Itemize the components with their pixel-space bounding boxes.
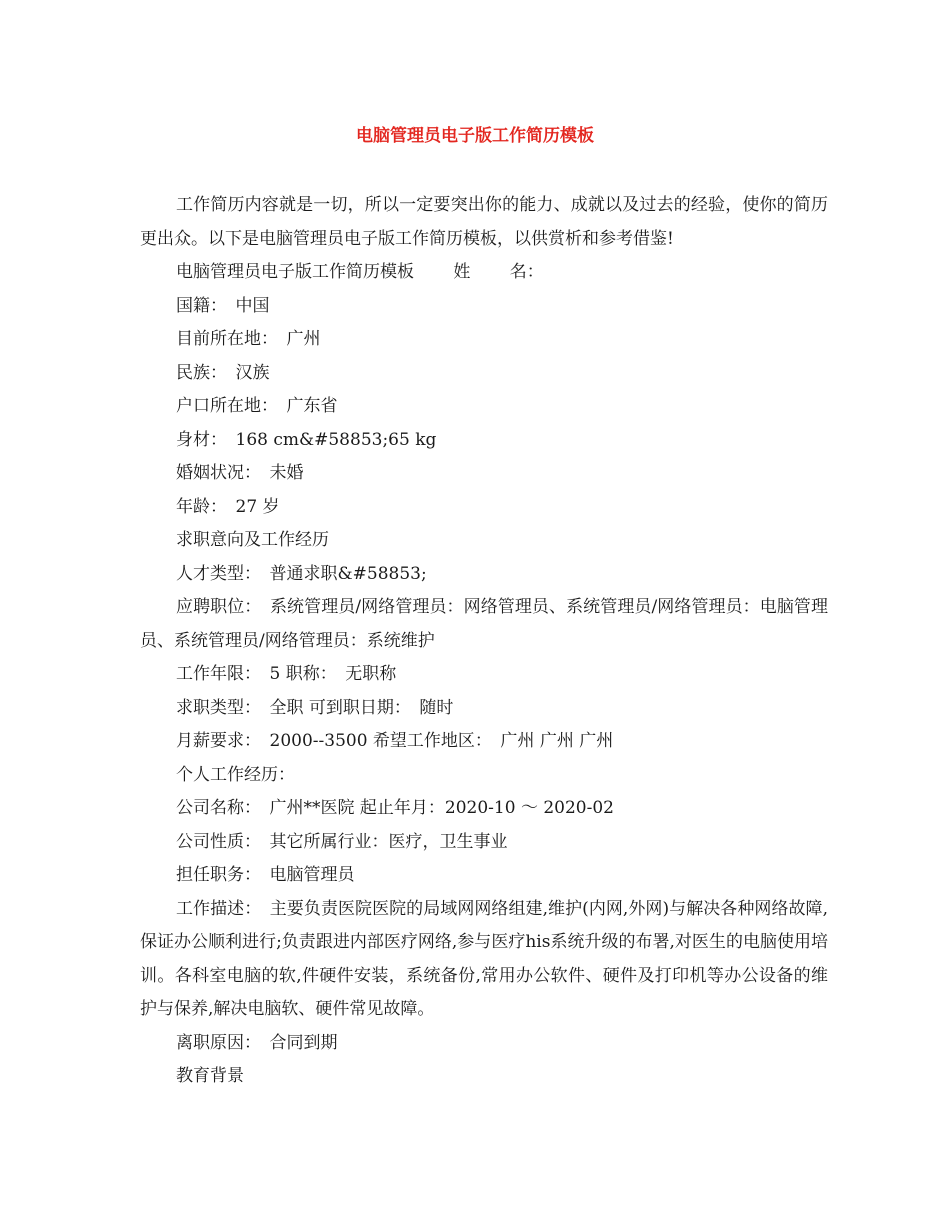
job-description-paragraph: 工作描述： 主要负责医院医院的局域网网络组建,维护(内网,外网)与解决各种网络故障,保证办公顺利进行;负责跟进内部医疗网络,参与医疗his系统升级的布署,对医生的电脑使用培训。各科室电脑的软,件硬件安装，系统备份,常用办公软件、硬件及打印机等办公设备的维护与保养,解决电脑软、硬件常见故障。	[140, 898, 828, 1019]
resume-header-line: 电脑管理员电子版工作简历模板 姓 名：	[176, 262, 544, 282]
marital-status-line: 婚姻状况： 未婚	[176, 463, 304, 483]
company-nature-line: 公司性质： 其它所属行业：医疗，卫生事业	[176, 831, 508, 852]
body-size-line: 身材： 168 cm&#58853;65 kg	[176, 429, 437, 450]
document-body	[140, 189, 828, 1094]
document-title: 电脑管理员电子版工作简历模板	[356, 126, 594, 146]
job-title-line: 担任职务： 电脑管理员	[176, 865, 355, 885]
intro-paragraph: 工作简历内容就是一切，所以一定要突出你的能力、成就以及过去的经验，使你的简历更出众。以下是电脑管理员电子版工作简历模板，以供赏析和参考借鉴!	[140, 195, 828, 249]
section-heading-job-intention: 求职意向及工作经历	[176, 530, 329, 550]
work-years-line: 工作年限： 5 职称： 无职称	[176, 664, 397, 684]
section-heading-education: 教育背景	[176, 1066, 244, 1086]
ethnicity-line: 民族： 汉族	[176, 362, 270, 383]
salary-line: 月薪要求： 2000--3500 希望工作地区： 广州 广州 广州	[176, 731, 614, 751]
leaving-reason-line: 离职原因： 合同到期	[176, 1032, 338, 1053]
household-registration-line: 户口所在地： 广东省	[176, 396, 338, 416]
company-name-line: 公司名称： 广州**医院 起止年月：2020-10 ～ 2020-02	[176, 798, 614, 818]
section-heading-work-experience: 个人工作经历：	[176, 764, 295, 785]
current-location-line: 目前所在地： 广州	[176, 329, 321, 349]
position-applied-paragraph: 应聘职位： 系统管理员/网络管理员：网络管理员、系统管理员/网络管理员：电脑管理员、系统管理员/网络管理员：系统维护	[140, 597, 828, 651]
job-type-line: 求职类型： 全职 可到职日期： 随时	[176, 697, 454, 718]
nationality-line: 国籍： 中国	[176, 295, 270, 316]
talent-type-line: 人才类型： 普通求职&#58853;	[176, 563, 427, 584]
age-line: 年龄： 27 岁	[176, 496, 280, 517]
